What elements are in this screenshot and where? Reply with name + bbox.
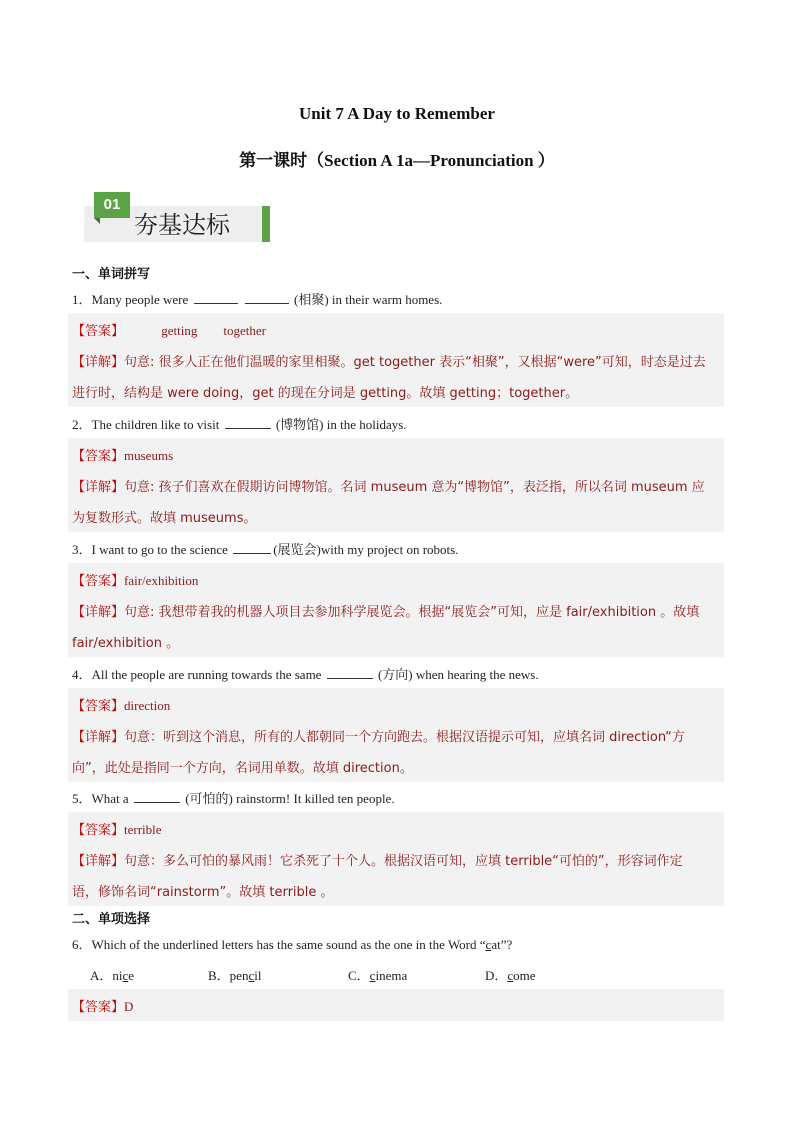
answer-value: getting together	[161, 323, 266, 338]
answer-blank	[134, 790, 180, 803]
answer-tag: 【答案】	[72, 699, 125, 714]
underlined-letter: c	[507, 968, 514, 983]
detail-line-2a	[72, 476, 722, 495]
detail-text: 为复数形式。故填 museums。	[72, 511, 257, 526]
answer-line-6	[72, 996, 722, 1015]
question-3-suffix: (展览会)with my project on robots.	[273, 542, 459, 557]
detail-line-5b	[72, 881, 722, 900]
detail-line-5a	[72, 850, 722, 869]
option-text: ome	[513, 968, 536, 983]
answer-value: fair/exhibition	[124, 573, 199, 588]
option-b	[208, 965, 261, 984]
option-text: ni	[112, 968, 123, 983]
option-d	[485, 965, 536, 984]
section-banner	[84, 192, 270, 244]
answer-blank	[225, 416, 271, 429]
question-6-stem: 6．Which of the underlined letters has the same sound as the one in the Word “	[72, 937, 486, 952]
detail-tag: 【详解】	[72, 355, 125, 370]
answer-tag: 【答案】	[72, 574, 125, 589]
detail-line-1b	[72, 382, 722, 401]
answer-line-4	[72, 695, 722, 714]
option-label: B．	[208, 968, 230, 983]
answer-blank	[194, 291, 238, 304]
option-text: inema	[375, 968, 408, 983]
question-5	[72, 788, 395, 807]
question-1-prefix: 1．Many people were	[72, 292, 189, 307]
option-label: A．	[90, 968, 113, 983]
detail-text: 句意：多么可怕的暴风雨！它杀死了十个人。根据汉语可知，应填 terrible“可怕的”，形容词作定	[124, 854, 683, 869]
detail-text: 句意: 我想带着我的机器人项目去参加科学展览会。根据“展览会”可知，应是 fair/exhibition 。故填	[124, 605, 700, 620]
option-label: D．	[485, 968, 508, 983]
detail-tag: 【详解】	[72, 730, 125, 745]
question-4-suffix: (方向) when hearing the news.	[377, 667, 539, 682]
answer-tag: 【答案】	[72, 449, 125, 464]
detail-text: 进行时，结构是 were doing，get 的现在分词是 getting。故填 getting；together。	[72, 386, 579, 401]
question-4-prefix: 4．All the people are running towards the same	[72, 667, 322, 682]
question-6-stem-end: at”?	[491, 937, 513, 952]
lesson-subtitle: 第一课时（Section A 1a—Pronunciation ）	[239, 151, 555, 170]
detail-tag: 【详解】	[72, 605, 125, 620]
answer-tag: 【答案】	[72, 1000, 125, 1015]
detail-text: 向”，此处是指同一个方向，名词用单数。故填 direction。	[72, 761, 413, 776]
answer-value: museums	[124, 448, 174, 463]
answer-line-3	[72, 570, 722, 589]
answer-tag: 【答案】	[72, 823, 125, 838]
detail-text: fair/exhibition 。	[72, 636, 180, 651]
option-c	[348, 965, 407, 984]
detail-text: 句意: 很多人正在他们温暖的家里相聚。get together 表示“相聚”，又根据“were”可知，时态是过去	[124, 355, 706, 370]
detail-line-3b	[72, 632, 722, 651]
answer-tag: 【答案】	[72, 324, 125, 339]
answer-value: D	[124, 999, 134, 1014]
section-heading-spelling: 一、单词拼写	[72, 267, 151, 282]
answer-line-5	[72, 819, 722, 838]
detail-text: 句意：听到这个消息，所有的人都朝同一个方向跑去。根据汉语提示可知，应填名词 direction“方	[124, 730, 685, 745]
option-label: C．	[348, 968, 370, 983]
question-1-middle: (相聚) in their warm homes.	[294, 292, 443, 307]
question-2	[72, 414, 407, 433]
answer-blank	[233, 541, 271, 554]
option-text: pen	[229, 968, 249, 983]
section-heading-choice: 二、单项选择	[72, 912, 151, 927]
underlined-letter: c	[248, 968, 255, 983]
answer-blank	[245, 291, 289, 304]
underlined-letter: c	[485, 937, 492, 952]
answer-line-1	[72, 320, 722, 339]
detail-tag: 【详解】	[72, 854, 125, 869]
banner-accent-bar	[262, 206, 270, 242]
detail-text: 语，修饰名词“rainstorm”。故填 terrible 。	[72, 885, 334, 900]
detail-tag: 【详解】	[72, 480, 125, 495]
question-5-suffix: (可怕的) rainstorm! It killed ten people.	[185, 791, 395, 806]
detail-text: 句意: 孩子们喜欢在假期访问博物馆。名词 museum 意为“博物馆”，表泛指，所以名词 museum 应	[124, 480, 705, 495]
banner-number-badge: 01	[94, 192, 130, 218]
detail-line-2b	[72, 507, 722, 526]
question-2-suffix: (博物馆) in the holidays.	[275, 417, 407, 432]
question-2-prefix: 2．The children like to visit	[72, 417, 220, 432]
question-4	[72, 664, 539, 683]
detail-line-1a	[72, 351, 722, 370]
question-5-prefix: 5．What a	[72, 791, 129, 806]
detail-line-4a	[72, 726, 722, 745]
unit-title: Unit 7 A Day to Remember	[299, 104, 495, 123]
option-a	[90, 965, 134, 984]
answer-value: direction	[124, 698, 171, 713]
option-text: e	[128, 968, 135, 983]
question-3-prefix: 3．I want to go to the science	[72, 542, 228, 557]
banner-label: 夯基达标	[134, 211, 230, 239]
underlined-letter: c	[369, 968, 376, 983]
answer-value: terrible	[124, 822, 162, 837]
answer-line-2	[72, 445, 722, 464]
detail-line-4b	[72, 757, 722, 776]
question-6	[72, 934, 512, 953]
underlined-letter: c	[122, 968, 129, 983]
option-text: il	[254, 968, 262, 983]
detail-line-3a	[72, 601, 722, 620]
question-3	[72, 539, 458, 558]
question-1	[72, 289, 442, 308]
answer-blank	[327, 666, 373, 679]
